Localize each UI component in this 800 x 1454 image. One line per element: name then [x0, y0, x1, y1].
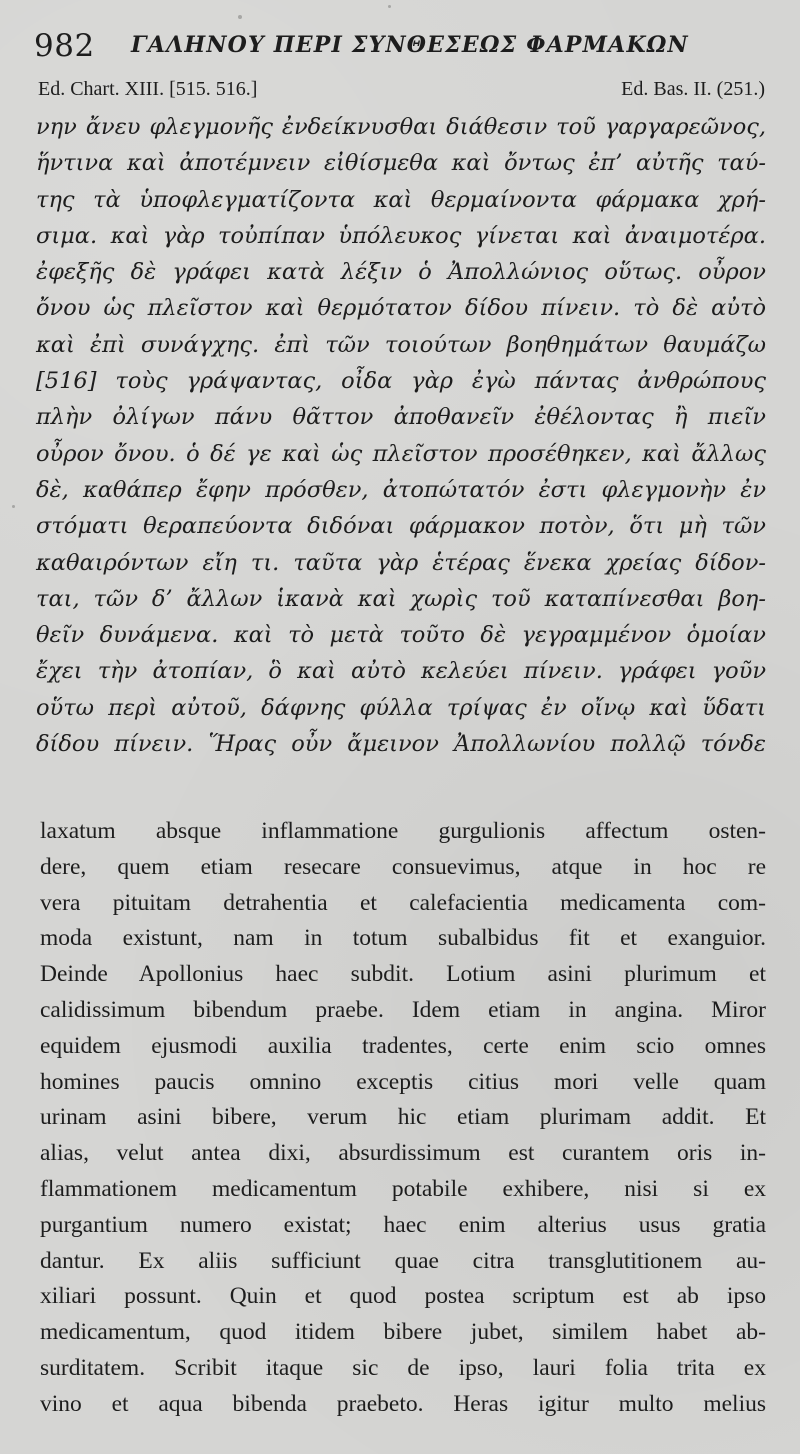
greek-line: καὶ ἐπὶ συνάγχης. ἐπὶ τῶν τοιούτων βοηθημάτων θαυμάζω — [36, 331, 766, 358]
latin-line: Deinde Apollonius haec subdit. Lotium asini plurimum et — [40, 961, 766, 988]
greek-line: νην ἄνευ φλεγμονῆς ἐνδείκνυσθαι διάθεσιν τοῦ γαργαρεῶνος, — [36, 114, 766, 140]
greek-line: οὕτω περὶ αὐτοῦ, δάφνης φύλλα τρίψας ἐν οἴνῳ καὶ ὕδατι — [36, 694, 766, 721]
greek-line: ἥντινα καὶ ἀποτέμνειν εἰθίσμεθα καὶ ὄντως ἐπ’ αὐτῆς ταύ- — [36, 150, 766, 177]
paper-speck — [690, 1360, 693, 1363]
page-number: 982 — [34, 28, 95, 64]
greek-line: σιμα. καὶ γὰρ τοὐπίπαν ὑπόλευκος γίνεται καὶ ἀναιμοτέρα. — [36, 222, 766, 249]
latin-line: xiliari possunt. Quin et quod postea scriptum est ab ipso — [40, 1283, 766, 1310]
edition-chart-reference: Ed. Chart. XIII. [515. 516.] — [38, 78, 258, 100]
edition-basel-reference: Ed. Bas. II. (251.) — [621, 78, 765, 100]
latin-line: medicamentum, quod itidem bibere jubet, similem habet ab- — [40, 1319, 766, 1346]
latin-line: vera pituitam detrahentia et calefacientia medicamenta com- — [40, 889, 766, 916]
paper-speck — [238, 15, 242, 19]
greek-line: δίδου πίνειν. Ἥρας οὖν ἄμεινον Ἀπολλωνίου πολλῷ τόνδε — [36, 731, 766, 758]
latin-line: homines paucis omnino exceptis citius mori velle quam — [40, 1068, 766, 1095]
greek-line: της τὰ ὑποφλεγματίζοντα καὶ θερμαίνοντα φάρμακα χρή- — [36, 186, 766, 213]
greek-line: ἔχει τὴν ἀτοπίαν, ὃ καὶ αὐτὸ κελεύει πίνειν. γράφει γοῦν — [36, 658, 766, 685]
latin-line: laxatum absque inflammatione gurgulionis affectum osten- — [40, 818, 766, 844]
paper-speck — [388, 5, 391, 8]
latin-line: vino et aqua bibenda praebeto. Heras igitur multo melius — [40, 1390, 766, 1417]
greek-line: δὲ, καθάπερ ἔφην πρόσθεν, ἀτοπώτατόν ἐστι φλεγμονὴν ἐν — [36, 476, 766, 503]
latin-line: flammationem medicamentum potabile exhibere, nisi si ex — [40, 1175, 766, 1202]
greek-line: οὖρον ὄνου. ὁ δέ γε καὶ ὡς πλεῖστον προσέθηκεν, καὶ ἄλλως — [36, 440, 766, 467]
greek-line: ὄνου ὡς πλεῖστον καὶ θερμότατον δίδου πίνειν. τὸ δὲ αὐτὸ — [36, 295, 766, 322]
latin-line: dere, quem etiam resecare consuevimus, atque in hoc re — [40, 853, 766, 880]
greek-line: [516] τοὺς γράψαντας, οἶδα γὰρ ἐγὼ πάντας ἀνθρώπους — [36, 368, 766, 395]
latin-line: calidissimum bibendum praebe. Idem etiam in angina. Miror — [40, 996, 766, 1023]
latin-line: equidem ejusmodi auxilia tradentes, certe enim scio omnes — [40, 1032, 766, 1059]
latin-line: urinam asini bibere, verum hic etiam plurimam addit. Et — [40, 1104, 766, 1131]
latin-text-block — [40, 814, 766, 1423]
greek-line: πλὴν ὀλίγων πάνυ θᾶττον ἀποθανεῖν ἐθέλοντας ἢ πιεῖν — [36, 404, 766, 431]
greek-line: στόματι θεραπεύοντα διδόναι φάρμακον ποτὸν, ὅτι μὴ τῶν — [36, 513, 766, 540]
greek-line: καθαιρόντων εἴη τι. ταῦτα γὰρ ἑτέρας ἕνεκα χρείας δίδον- — [36, 549, 766, 576]
edition-reference-line — [38, 78, 765, 106]
running-head — [34, 24, 764, 64]
greek-line: θεῖν δυνάμενα. καὶ τὸ μετὰ τοῦτο δὲ γεγραμμένον ὁμοίαν — [36, 622, 766, 649]
latin-line: moda existunt, nam in totum subalbidus fit et exanguior. — [40, 925, 766, 952]
latin-line: purgantium numero existat; haec enim alterius usus gratia — [40, 1211, 766, 1238]
latin-line: dantur. Ex aliis sufficiunt quae citra transglutitionem au- — [40, 1247, 766, 1274]
greek-line: ται, τῶν δ’ ἄλλων ἱκανὰ καὶ χωρὶς τοῦ καταπίνεσθαι βοη- — [36, 585, 766, 612]
running-title: ΓΑΛΗΝΟΥ ΠΕΡΙ ΣΥΝΘΕΣΕΩΣ ΦΑΡΜΑΚΩΝ — [131, 32, 689, 58]
latin-line: alias, velut antea dixi, absurdissimum est curantem oris in- — [40, 1140, 766, 1167]
greek-text-block — [36, 109, 766, 762]
paper-speck — [12, 505, 15, 508]
latin-line: surditatem. Scribit itaque sic de ipso, lauri folia trita ex — [40, 1354, 766, 1381]
greek-line: ἐφεξῆς δὲ γράφει κατὰ λέξιν ὁ Ἀπολλώνιος οὕτως. οὖρον — [36, 259, 766, 286]
